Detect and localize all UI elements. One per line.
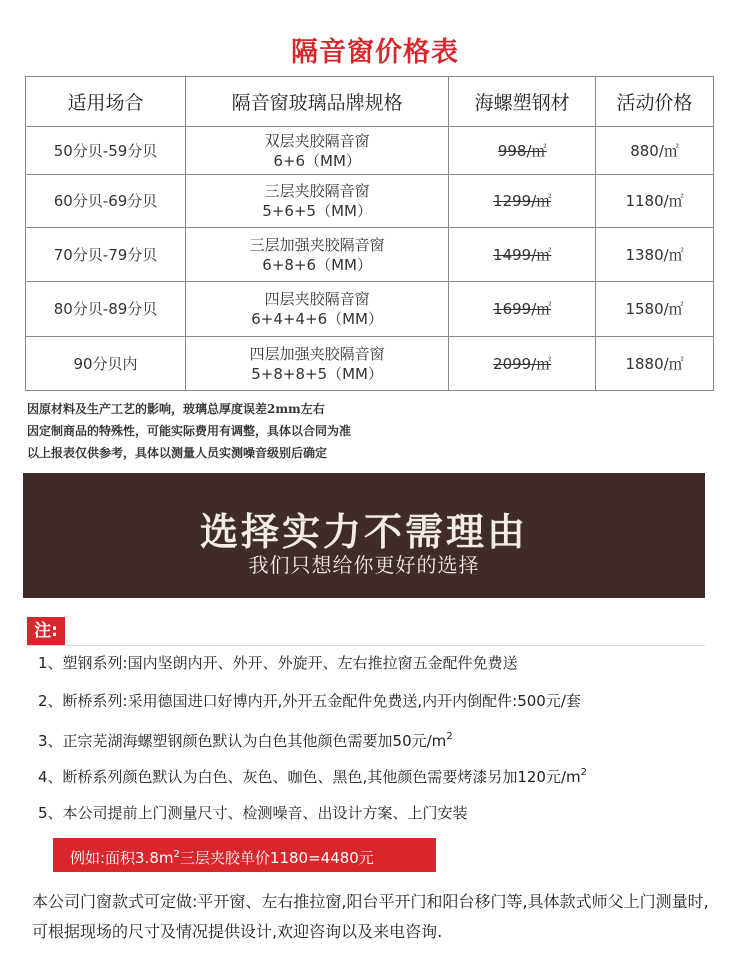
table-row bbox=[26, 228, 714, 282]
table-row bbox=[26, 337, 714, 391]
scene-cell: 50分贝-59分贝 bbox=[26, 127, 186, 175]
footer-text: 本公司门窗款式可定做:平开窗、左右推拉窗,阳台平开门和阳台移门等,具体款式师父上门测量时,可根据现场的尺寸及情况提供设计,欢迎咨询以及来电咨询. bbox=[32, 892, 709, 941]
page-title: 隔音窗价格表 bbox=[291, 37, 459, 68]
scene-cell: 80分贝-89分贝 bbox=[26, 282, 186, 337]
exponent: 2 bbox=[173, 849, 180, 860]
spec-cell: 三层加强夹胶隔音窗 6+8+6（MM） bbox=[186, 228, 449, 282]
table-row bbox=[26, 127, 714, 175]
column-header: 适用场合 bbox=[26, 77, 186, 127]
original-price-cell: 1499/㎡ bbox=[449, 228, 596, 282]
sale-price-cell: 1580/㎡ bbox=[596, 282, 714, 337]
disclaimer-notes bbox=[27, 398, 351, 464]
original-price-cell: 1299/㎡ bbox=[449, 175, 596, 228]
promo-banner bbox=[23, 473, 705, 598]
column-header: 活动价格 bbox=[596, 77, 714, 127]
table-row bbox=[26, 282, 714, 337]
banner-subtitle: 我们只想给你更好的选择 bbox=[248, 553, 480, 577]
spec-cell: 四层夹胶隔音窗 6+4+4+6（MM） bbox=[186, 282, 449, 337]
original-price-cell: 998/㎡ bbox=[449, 127, 596, 175]
exponent: 2 bbox=[580, 767, 587, 778]
notice-item: 2、断桥系列:采用德国进口好博内开,外开五金配件免费送,内开内倒配件:500元/套 bbox=[38, 692, 581, 710]
spec-cell: 双层夹胶隔音窗 6+6（MM） bbox=[186, 127, 449, 175]
column-header: 海螺塑钢材 bbox=[449, 77, 596, 127]
table-row bbox=[26, 175, 714, 228]
disclaimer-line: 因原材料及生产工艺的影响，玻璃总厚度误差2mm左右 bbox=[27, 402, 325, 416]
original-price-cell: 2099/㎡ bbox=[449, 337, 596, 391]
table-header-row bbox=[26, 77, 714, 127]
scene-cell: 90分贝内 bbox=[26, 337, 186, 391]
original-price-cell: 1699/㎡ bbox=[449, 282, 596, 337]
scene-cell: 60分贝-69分贝 bbox=[26, 175, 186, 228]
sale-price-cell: 1380/㎡ bbox=[596, 228, 714, 282]
disclaimer-line: 以上报表仅供参考，具体以测量人员实测噪音级别后确定 bbox=[27, 446, 328, 460]
sale-price-cell: 880/㎡ bbox=[596, 127, 714, 175]
exponent: 2 bbox=[446, 731, 453, 742]
sale-price-cell: 1180/㎡ bbox=[596, 175, 714, 228]
notice-item: 1、塑钢系列:国内坚朗内开、外开、外旋开、左右推拉窗五金配件免费送 bbox=[38, 654, 518, 672]
notice-item: 5、本公司提前上门测量尺寸、检测噪音、出设计方案、上门安装 bbox=[38, 804, 468, 822]
spec-cell: 三层夹胶隔音窗 5+6+5（MM） bbox=[186, 175, 449, 228]
notice-label: 注: bbox=[27, 617, 65, 645]
spec-cell: 四层加强夹胶隔音窗 5+8+8+5（MM） bbox=[186, 337, 449, 391]
disclaimer-line: 因定制商品的特殊性，可能实际费用有调整，具体以合同为准 bbox=[27, 424, 352, 438]
sale-price-cell: 1880/㎡ bbox=[596, 337, 714, 391]
notice-item: 3、正宗芜湖海螺塑钢颜色默认为白色其他颜色需要加50元$/m^2$ bbox=[38, 731, 453, 750]
scene-cell: 70分贝-79分贝 bbox=[26, 228, 186, 282]
divider bbox=[27, 645, 705, 646]
column-header: 隔音窗玻璃品牌规格 bbox=[186, 77, 449, 127]
price-table bbox=[25, 76, 714, 391]
example-box: 例如:面积$3.8m^2$三层夹胶单价1180=4480元 bbox=[53, 838, 436, 872]
banner-headline: 选择实力不需理由 bbox=[199, 510, 528, 554]
notice-item: 4、断桥系列颜色默认为白色、灰色、咖色、黑色,其他颜色需要烤漆另加120元$/m^2$ bbox=[38, 767, 587, 786]
